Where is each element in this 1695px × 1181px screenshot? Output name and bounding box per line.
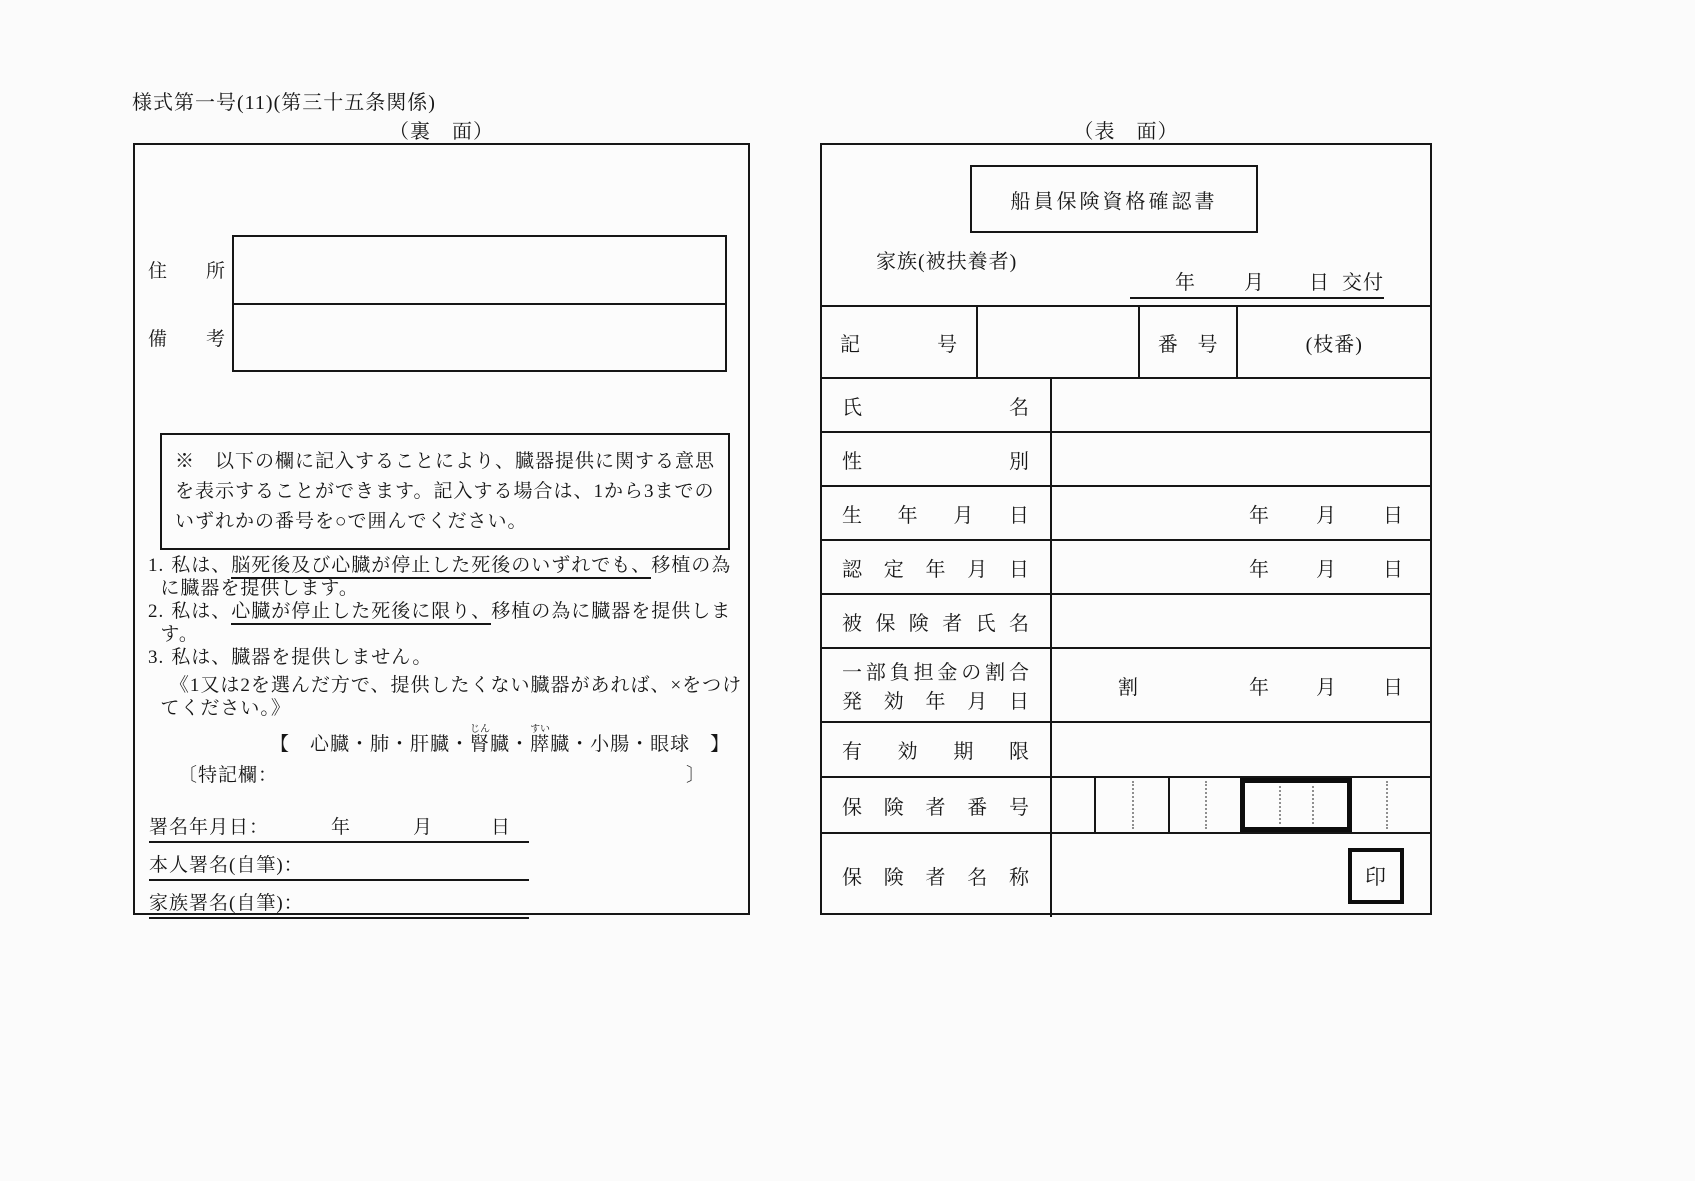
organ-list-close-bracket: 】 [690, 734, 731, 755]
front-panel [820, 143, 1432, 915]
address-remarks-labels [148, 235, 226, 372]
option-1-number[interactable]: 1. [148, 555, 165, 576]
front-side-label: （表 面） [1073, 121, 1179, 143]
insurer-number-cell-2[interactable] [1094, 778, 1168, 832]
symbol-number-row [822, 307, 1430, 379]
address-label: 住所 [148, 260, 226, 282]
form-code: 様式第一号(11)(第三十五条関係) [132, 92, 436, 114]
name-input-area[interactable] [1052, 379, 1430, 431]
organ-list-part-b: 臓・ [490, 734, 531, 755]
special-notes-open: 〔特記欄： [178, 765, 279, 786]
validity-period-input-area[interactable] [1052, 723, 1430, 776]
insured-person-name-input-area[interactable] [1052, 595, 1430, 647]
signature-date-label: 署名年月日： [149, 817, 270, 838]
back-side-label: （裏 面） [389, 121, 494, 143]
seal-label: 印 [1365, 864, 1387, 889]
option-1-pre: 私は、 [171, 555, 232, 576]
certificate-title: 船員保険資格確認書 [1010, 190, 1218, 213]
option-1-post: 移植の為に臓器を提供します。 [160, 555, 732, 599]
insurer-number-digit-cells [1052, 778, 1430, 832]
sex-label-cell: 性別 [822, 433, 1052, 485]
signature-block [149, 805, 531, 919]
symbol-input-area[interactable] [978, 307, 1140, 377]
copay-ratio-input-area[interactable] [1052, 649, 1430, 721]
birth-date-units: 年 月 日 [1249, 504, 1404, 527]
issue-day: 日 [1309, 272, 1330, 294]
birth-date-label-cell: 生年月日 [822, 487, 1052, 539]
remarks-label: 備考 [148, 328, 226, 350]
symbol-label-cell: 記号 [822, 307, 978, 377]
address-input-area[interactable] [234, 237, 725, 305]
family-signature-label: 家族署名(自筆)： [149, 893, 304, 914]
donation-option-2 [148, 600, 748, 646]
issue-year: 年 [1175, 272, 1196, 294]
insurer-number-row [822, 778, 1430, 834]
self-signature-label: 本人署名(自筆)： [149, 855, 304, 876]
organ-cross-note: 《1又は2を選んだ方で、提供したくない臓器があれば、×をつけてください。》 [160, 675, 743, 719]
special-notes-line [178, 764, 706, 787]
donation-option-1 [148, 554, 748, 600]
address-remarks-box [232, 235, 727, 372]
certification-date-row [822, 541, 1430, 595]
effective-date-units: 年 月 日 [1249, 676, 1404, 699]
special-notes-input-area[interactable] [278, 764, 686, 787]
insured-person-name-row [822, 595, 1430, 649]
special-notes-close: 〕 [685, 765, 706, 786]
signature-date-line[interactable] [149, 809, 529, 843]
number-label-cell: 番号 [1140, 307, 1239, 377]
name-row [822, 379, 1430, 433]
organ-list[interactable] [270, 724, 748, 754]
signature-date-month: 月 [413, 817, 434, 838]
remarks-input-area[interactable] [234, 305, 725, 371]
address-remarks-group [135, 235, 735, 372]
option-3-text: 私は、臓器を提供しません。 [171, 647, 433, 668]
address-label-row [148, 235, 226, 303]
family-signature-line[interactable] [149, 885, 529, 919]
branch-number-label: (枝番) [1305, 333, 1363, 356]
organ-donation-notice-box [160, 433, 730, 550]
option-2-underlined: 心臓が停止した死後に限り、 [231, 601, 491, 625]
back-panel [133, 143, 750, 915]
birth-date-row [822, 487, 1430, 541]
option-1-underlined: 脳死後及び心臓が停止した死後のいずれでも、 [231, 555, 651, 579]
signature-date-day: 日 [491, 817, 512, 838]
insurer-name-input-area[interactable] [1052, 834, 1430, 917]
insurer-number-label-cell: 保険者番号 [822, 778, 1052, 832]
insurer-name-label-cell: 保険者名称 [822, 834, 1052, 917]
seal-box [1348, 848, 1404, 904]
donation-option-3 [148, 646, 748, 669]
insurer-name-row [822, 834, 1430, 917]
certificate-table [822, 305, 1430, 917]
signature-date-year: 年 [331, 817, 352, 838]
validity-period-row [822, 723, 1430, 778]
option-2-post: 移植の為に臓器を提供します。 [160, 601, 732, 645]
birth-date-input-area[interactable] [1052, 487, 1430, 539]
issue-date-line[interactable] [1130, 267, 1384, 299]
option-3-number[interactable]: 3. [148, 647, 165, 668]
ratio-unit-label: 割 [1118, 676, 1139, 699]
option-2-number[interactable]: 2. [148, 601, 165, 622]
validity-period-label-cell: 有効期限 [822, 723, 1052, 776]
option-2-pre: 私は、 [171, 601, 232, 622]
branch-number-cell[interactable] [1238, 307, 1430, 377]
insurer-number-cell-1[interactable] [1052, 778, 1094, 832]
organ-list-part-a: 心臓・肺・肝臓・ [310, 734, 471, 755]
insurer-number-highlight-box[interactable] [1240, 778, 1352, 832]
organ-list-open-bracket: 【 [270, 734, 311, 755]
self-signature-line[interactable] [149, 847, 529, 881]
issue-month: 月 [1244, 272, 1265, 294]
insurer-number-cell-3[interactable] [1168, 778, 1240, 832]
insured-person-name-label-cell: 被保険者氏名 [822, 595, 1052, 647]
copay-ratio-row [822, 649, 1430, 723]
pancreas-ruby: 膵すい [530, 724, 551, 755]
organ-donation-notice-text: ※ 以下の欄に記入することにより、臓器提供に関する意思を表示することができます。記入する場合は、1から3までのいずれかの番号を○で囲んでください。 [175, 451, 716, 532]
family-dependent-note: 家族(被扶養者) [876, 251, 1018, 273]
sex-row [822, 433, 1430, 487]
name-label-cell: 氏名 [822, 379, 1052, 431]
issue-suffix: 交付 [1342, 272, 1384, 294]
organ-list-part-c: 臓・小腸・眼球 [550, 734, 691, 755]
certification-date-units: 年 月 日 [1249, 558, 1404, 581]
sex-input-area[interactable] [1052, 433, 1430, 485]
remarks-label-row [148, 303, 226, 371]
certification-date-input-area[interactable] [1052, 541, 1430, 593]
kidney-ruby: 腎じん [470, 724, 491, 755]
certification-date-label-cell: 認定年月日 [822, 541, 1052, 593]
certificate-title-box [970, 165, 1258, 233]
copay-ratio-label-cell: 一部負担金の割合 発効年月日 [822, 649, 1052, 721]
insurer-number-cell-5[interactable] [1352, 778, 1430, 832]
organ-donation-options [148, 554, 748, 787]
